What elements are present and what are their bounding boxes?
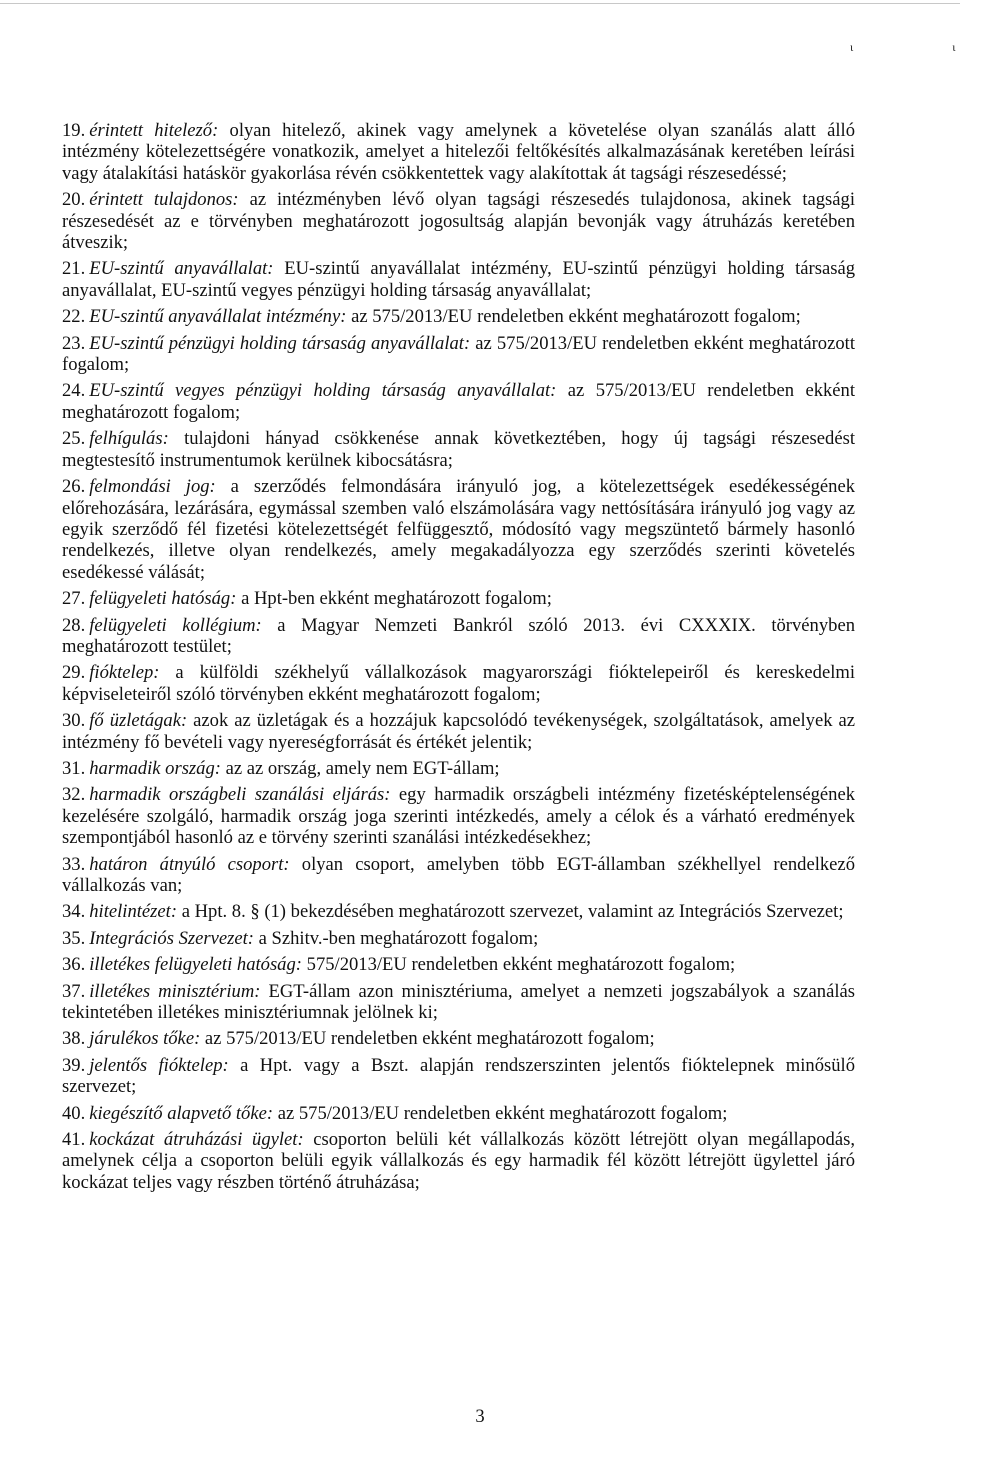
definition-term: kiegészítő alapvető tőke: xyxy=(89,1102,274,1124)
definition-number: 32. xyxy=(62,784,86,806)
definition-item xyxy=(62,784,855,848)
definition-text: olyan csoport, amelyben több EGT-államban székhellyel rendelkező vállalkozás van; xyxy=(62,853,855,896)
definition-text: EGT-állam azon minisztériuma, amelyet a nemzeti jogszabályok a szanálás tekintetében illetékes minisztériumnak jelölnek ki; xyxy=(62,980,855,1024)
definition-number: 39. xyxy=(62,1054,86,1076)
definition-term: határon átnyúló csoport: xyxy=(89,853,290,875)
definition-number: 38. xyxy=(62,1028,86,1050)
definition-term: EU-szintű anyavállalat intézmény: xyxy=(89,306,347,328)
definition-item xyxy=(62,854,855,897)
definition-term: EU-szintű pénzügyi holding társaság anyavállalat: xyxy=(89,332,471,354)
definition-item xyxy=(62,1055,855,1098)
definition-item xyxy=(62,710,855,753)
definition-term: fióktelep: xyxy=(89,662,160,684)
definition-term: illetékes minisztérium: xyxy=(89,980,261,1002)
definition-number: 35. xyxy=(62,927,86,949)
definition-number: 30. xyxy=(62,710,86,732)
definition-number: 40. xyxy=(62,1102,86,1124)
definition-term: érintett tulajdonos: xyxy=(89,189,239,211)
definition-number: 33. xyxy=(62,853,86,875)
definition-item xyxy=(62,189,855,253)
definition-item xyxy=(62,1028,855,1049)
definition-number: 27. xyxy=(62,588,86,610)
definition-text: a Szhitv.-ben meghatározott fogalom; xyxy=(258,927,539,949)
definition-text: a Magyar Nemzeti Bankról szóló 2013. évi CXXXIX. törvényben meghatározott testület; xyxy=(62,614,855,657)
definition-text: csoporton belüli két vállalkozás között létrejött olyan megállapodás, amelynek célja a csoporton belüli egyik vállalkozás és egy harmadik fél között létrejött ügylettel járó kockázat teljes vagy részben történő átruházása; xyxy=(62,1129,855,1193)
definition-term: felmondási jog: xyxy=(89,476,216,498)
definition-item xyxy=(62,758,855,779)
definition-item xyxy=(62,333,855,376)
definition-term: felügyeleti hatóság: xyxy=(89,588,237,610)
definition-text: a szerződés felmondására irányuló jog, a kötelezettségek esedékességének előrehozására, lezárására, egymással szemben való elszámolására vagy nettósítására irányuló jog vagy az egyik szerződő fél fizetési kötelezettségét felfüggesztő, módosító vagy megszüntető bármely hasonló rendelkezés, illetve olyan rendelkezés, amely megakadályozza egy szerződés szerinti követelés esedékessé válását; xyxy=(62,476,856,583)
definition-number: 37. xyxy=(62,980,86,1002)
definition-text: 575/2013/EU rendeletben ekként meghatározott fogalom; xyxy=(306,954,736,976)
definition-text: az az ország, amely nem EGT-állam; xyxy=(225,757,500,779)
definition-text: a külföldi székhelyű vállalkozások magyarországi fióktelepeiről és kereskedelmi képviseleteiről szóló törvényben ekként meghatározott fogalom; xyxy=(62,662,855,705)
definition-item xyxy=(62,615,855,658)
definition-item xyxy=(62,428,855,471)
definition-term: EU-szintű vegyes pénzügyi holding társaság anyavállalat: xyxy=(89,380,557,402)
definition-term: felhígulás: xyxy=(89,428,169,450)
definition-number: 24. xyxy=(62,380,86,402)
definition-text: a Hpt-ben ekként meghatározott fogalom; xyxy=(241,588,552,610)
definition-number: 28. xyxy=(62,614,86,636)
definition-item xyxy=(62,1129,855,1193)
definition-text: az intézményben lévő olyan tagsági részesedés tulajdonosa, akinek tagsági részesedését az e törvényben meghatározott jogosultság alapján bevonják vagy átruházás keretében átveszik; xyxy=(62,189,855,254)
definition-term: harmadik országbeli szanálási eljárás: xyxy=(89,784,391,806)
definition-item xyxy=(62,901,855,922)
definition-text: azok az üzletágak és a hozzájuk kapcsolódó tevékenységek, szolgáltatások, amelyek az intézmény fő bevételi vagy nyereségforrását és értékét jelentik; xyxy=(62,710,855,753)
definition-item xyxy=(62,928,855,949)
definition-item xyxy=(62,588,855,609)
definition-term: fő üzletágak: xyxy=(89,710,188,732)
definition-term: hitelintézet: xyxy=(89,901,178,923)
document-body xyxy=(62,120,855,1198)
definition-item xyxy=(62,1103,855,1124)
definition-item xyxy=(62,662,855,705)
definition-number: 20. xyxy=(62,189,86,211)
definition-term: járulékos tőke: xyxy=(89,1028,201,1050)
definition-item xyxy=(62,476,855,583)
definition-text: az 575/2013/EU rendeletben ekként meghatározott fogalom; xyxy=(204,1028,655,1050)
definition-number: 36. xyxy=(62,954,86,976)
definition-item xyxy=(62,954,855,975)
definition-number: 19. xyxy=(62,120,86,141)
definition-term: Integrációs Szervezet: xyxy=(89,927,254,949)
definition-text: olyan hitelező, akinek vagy amelynek a követelése olyan szanálás alatt álló intézmény kötelezettségére vonatkozik, amelyet a hitelezői feltőkésítés alkalmazásának keretében leírási vagy átalakítási hatáskör gyakorlása révén csökkentettek vagy alakítottak át tagsági részesedéssé; xyxy=(62,120,855,184)
definition-number: 29. xyxy=(62,662,86,684)
definition-number: 41. xyxy=(62,1129,86,1151)
definition-number: 22. xyxy=(62,306,86,328)
definition-number: 23. xyxy=(62,332,86,354)
definition-term: illetékes felügyeleti hatóság: xyxy=(89,954,302,976)
definition-text: tulajdoni hányad csökkenése annak következtében, hogy új tagsági részesedést megtestesítő instrumentumok kerülnek kibocsátásra; xyxy=(62,428,855,471)
top-rule xyxy=(0,3,960,4)
definition-term: érintett hitelező: xyxy=(89,120,219,141)
definition-text: EU-szintű anyavállalat intézmény, EU-szintű pénzügyi holding társaság anyavállalat, EU-szintű vegyes pénzügyi holding társaság anyavállalat; xyxy=(62,258,855,301)
definition-text: a Hpt. 8. § (1) bekezdésében meghatározott szervezet, valamint az Integrációs Szervezet; xyxy=(181,901,844,923)
definition-item xyxy=(62,258,855,301)
definition-item xyxy=(62,306,855,327)
definition-text: az 575/2013/EU rendeletben ekként meghatározott fogalom; xyxy=(62,332,855,376)
definition-text: a Hpt. vagy a Bszt. alapján rendszerszinten jelentős fióktelepnek minősülő szervezet; xyxy=(62,1054,855,1098)
definition-term: jelentős fióktelep: xyxy=(89,1054,229,1076)
definition-term: felügyeleti kollégium: xyxy=(89,614,262,636)
definition-item xyxy=(62,120,855,184)
definition-item xyxy=(62,981,855,1024)
definition-text: egy harmadik országbeli intézmény fizetésképtelenségének kezelésére szolgáló, harmadik ország joga szerinti intézkedés, amely a célok és a várható eredmények szempontjából hasonló az e törvény szerinti szanálási intézkedésekhez; xyxy=(62,784,855,849)
definition-text: az 575/2013/EU rendeletben ekként meghatározott fogalom; xyxy=(351,306,801,328)
page-number: 3 xyxy=(475,1406,485,1427)
definition-term: harmadik ország: xyxy=(89,757,221,779)
definition-term: EU-szintű anyavállalat: xyxy=(89,258,274,280)
definition-number: 21. xyxy=(62,258,86,280)
corner-marks: ι ι xyxy=(850,40,1003,54)
definition-text: az 575/2013/EU rendeletben ekként meghatározott fogalom; xyxy=(277,1102,728,1124)
definition-number: 25. xyxy=(62,428,86,450)
definition-text: az 575/2013/EU rendeletben ekként meghatározott fogalom; xyxy=(62,380,856,423)
definition-item xyxy=(62,380,855,423)
definition-term: kockázat átruházási ügylet: xyxy=(89,1129,304,1151)
definition-number: 31. xyxy=(62,757,86,779)
definition-number: 34. xyxy=(62,901,86,923)
definition-number: 26. xyxy=(62,476,86,498)
